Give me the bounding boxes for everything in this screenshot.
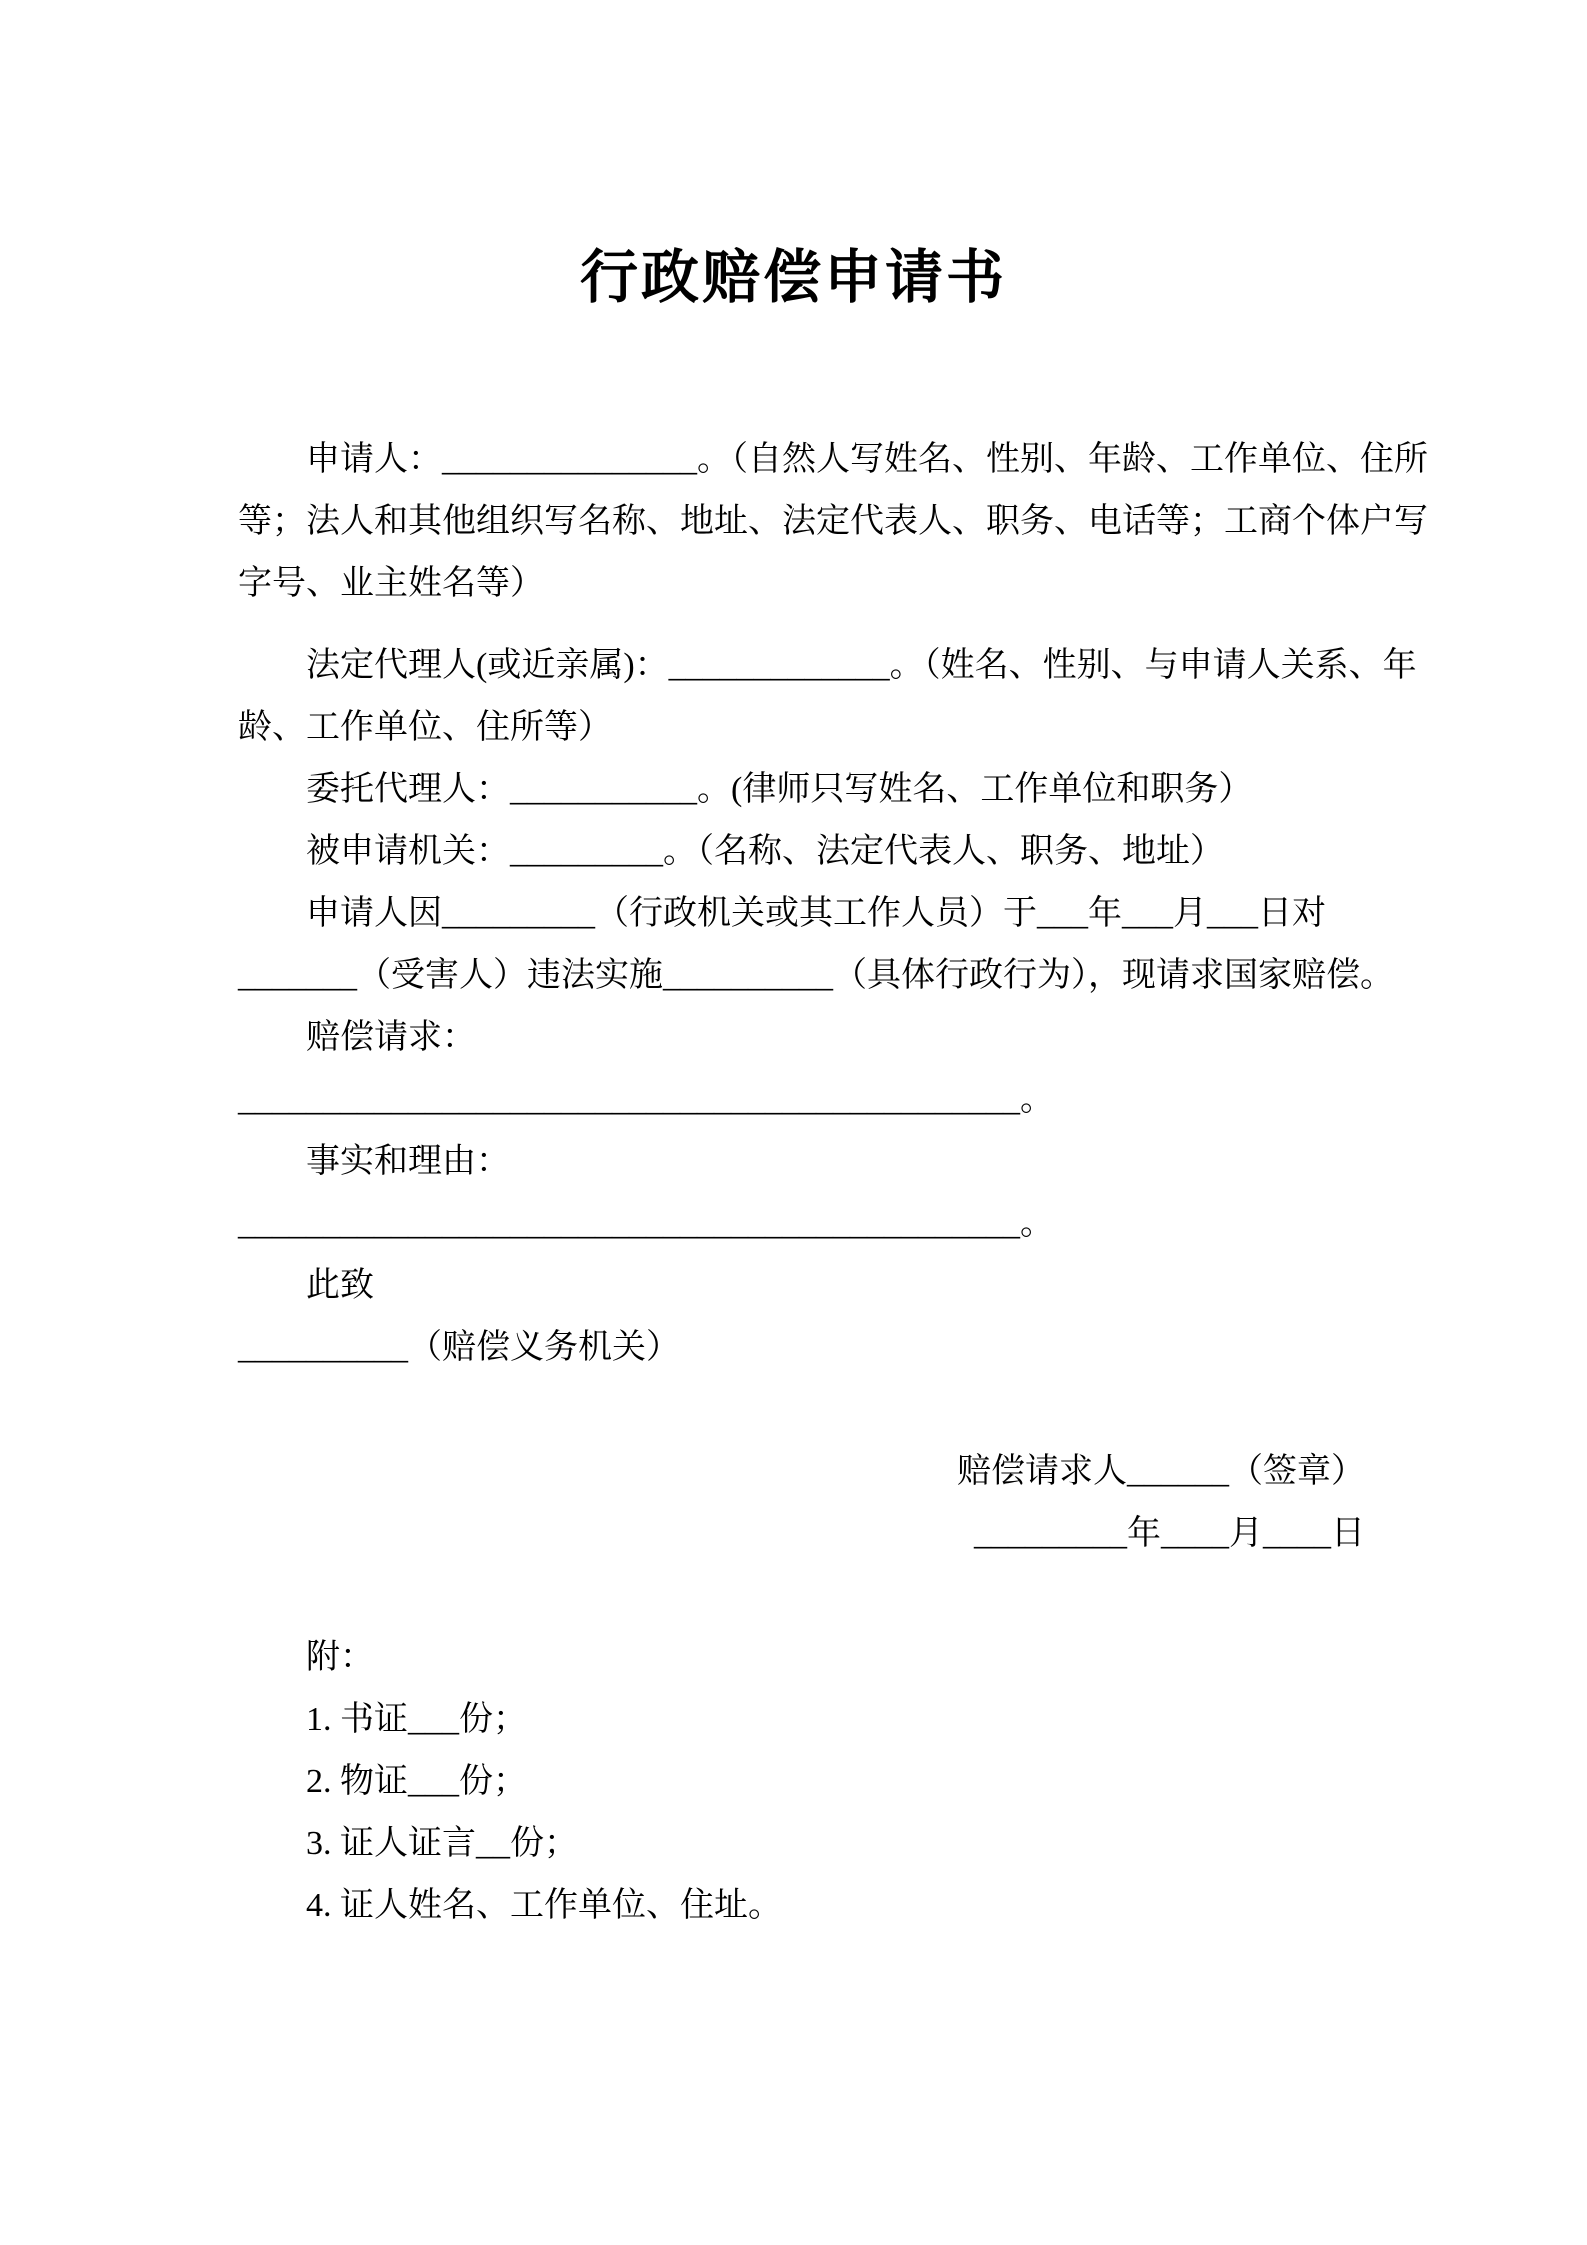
document-body bbox=[238, 429, 1429, 1937]
attachment-item-witness-testimony: 3. 证人证言__份； bbox=[306, 1825, 578, 1862]
attachment-item-physical-evidence: 2. 物证___份； bbox=[306, 1763, 527, 1800]
facts-reasons-blank-line: ______________________________________________。 bbox=[238, 1205, 1054, 1242]
claim-request-label: 赔偿请求： bbox=[306, 1019, 476, 1056]
obligated-organ-line: __________（赔偿义务机关） bbox=[238, 1329, 680, 1366]
claimant-signature-line: 赔偿请求人______（签章） bbox=[957, 1453, 1365, 1490]
paragraph-entrusted-agent: 委托代理人：___________。(律师只写姓名、工作单位和职务） bbox=[306, 771, 1253, 808]
salutation: 此致 bbox=[306, 1267, 374, 1304]
claim-request-blank-line: ______________________________________________。 bbox=[238, 1081, 1054, 1118]
paragraph-cause: 申请人因_________（行政机关或其工作人员）于___年___月___日对_______（受害人）违法实施__________（具体行政行为），现请求国家赔偿。 bbox=[238, 895, 1394, 994]
paragraph-applicant: 申请人：_______________。（自然人写姓名、性别、年龄、工作单位、住所等；法人和其他组织写名称、地址、法定代表人、职务、电话等；工商个体户写字号、业主姓名等） bbox=[238, 441, 1428, 602]
paragraph-legal-agent: 法定代理人(或近亲属)：_____________。（姓名、性别、与申请人关系、年龄、工作单位、住所等） bbox=[238, 647, 1417, 746]
attachments-heading: 附： bbox=[306, 1639, 374, 1676]
attachment-item-witness-info: 4. 证人姓名、工作单位、住址。 bbox=[306, 1887, 782, 1924]
paragraph-respondent: 被申请机关：_________。（名称、法定代表人、职务、地址） bbox=[306, 833, 1224, 870]
facts-reasons-label: 事实和理由： bbox=[306, 1143, 510, 1180]
attachment-item-documentary-evidence: 1. 书证___份； bbox=[306, 1701, 527, 1738]
signature-date-line: _________年____月____日 bbox=[974, 1515, 1365, 1552]
document-title: 行政赔偿申请书 bbox=[579, 245, 1007, 310]
